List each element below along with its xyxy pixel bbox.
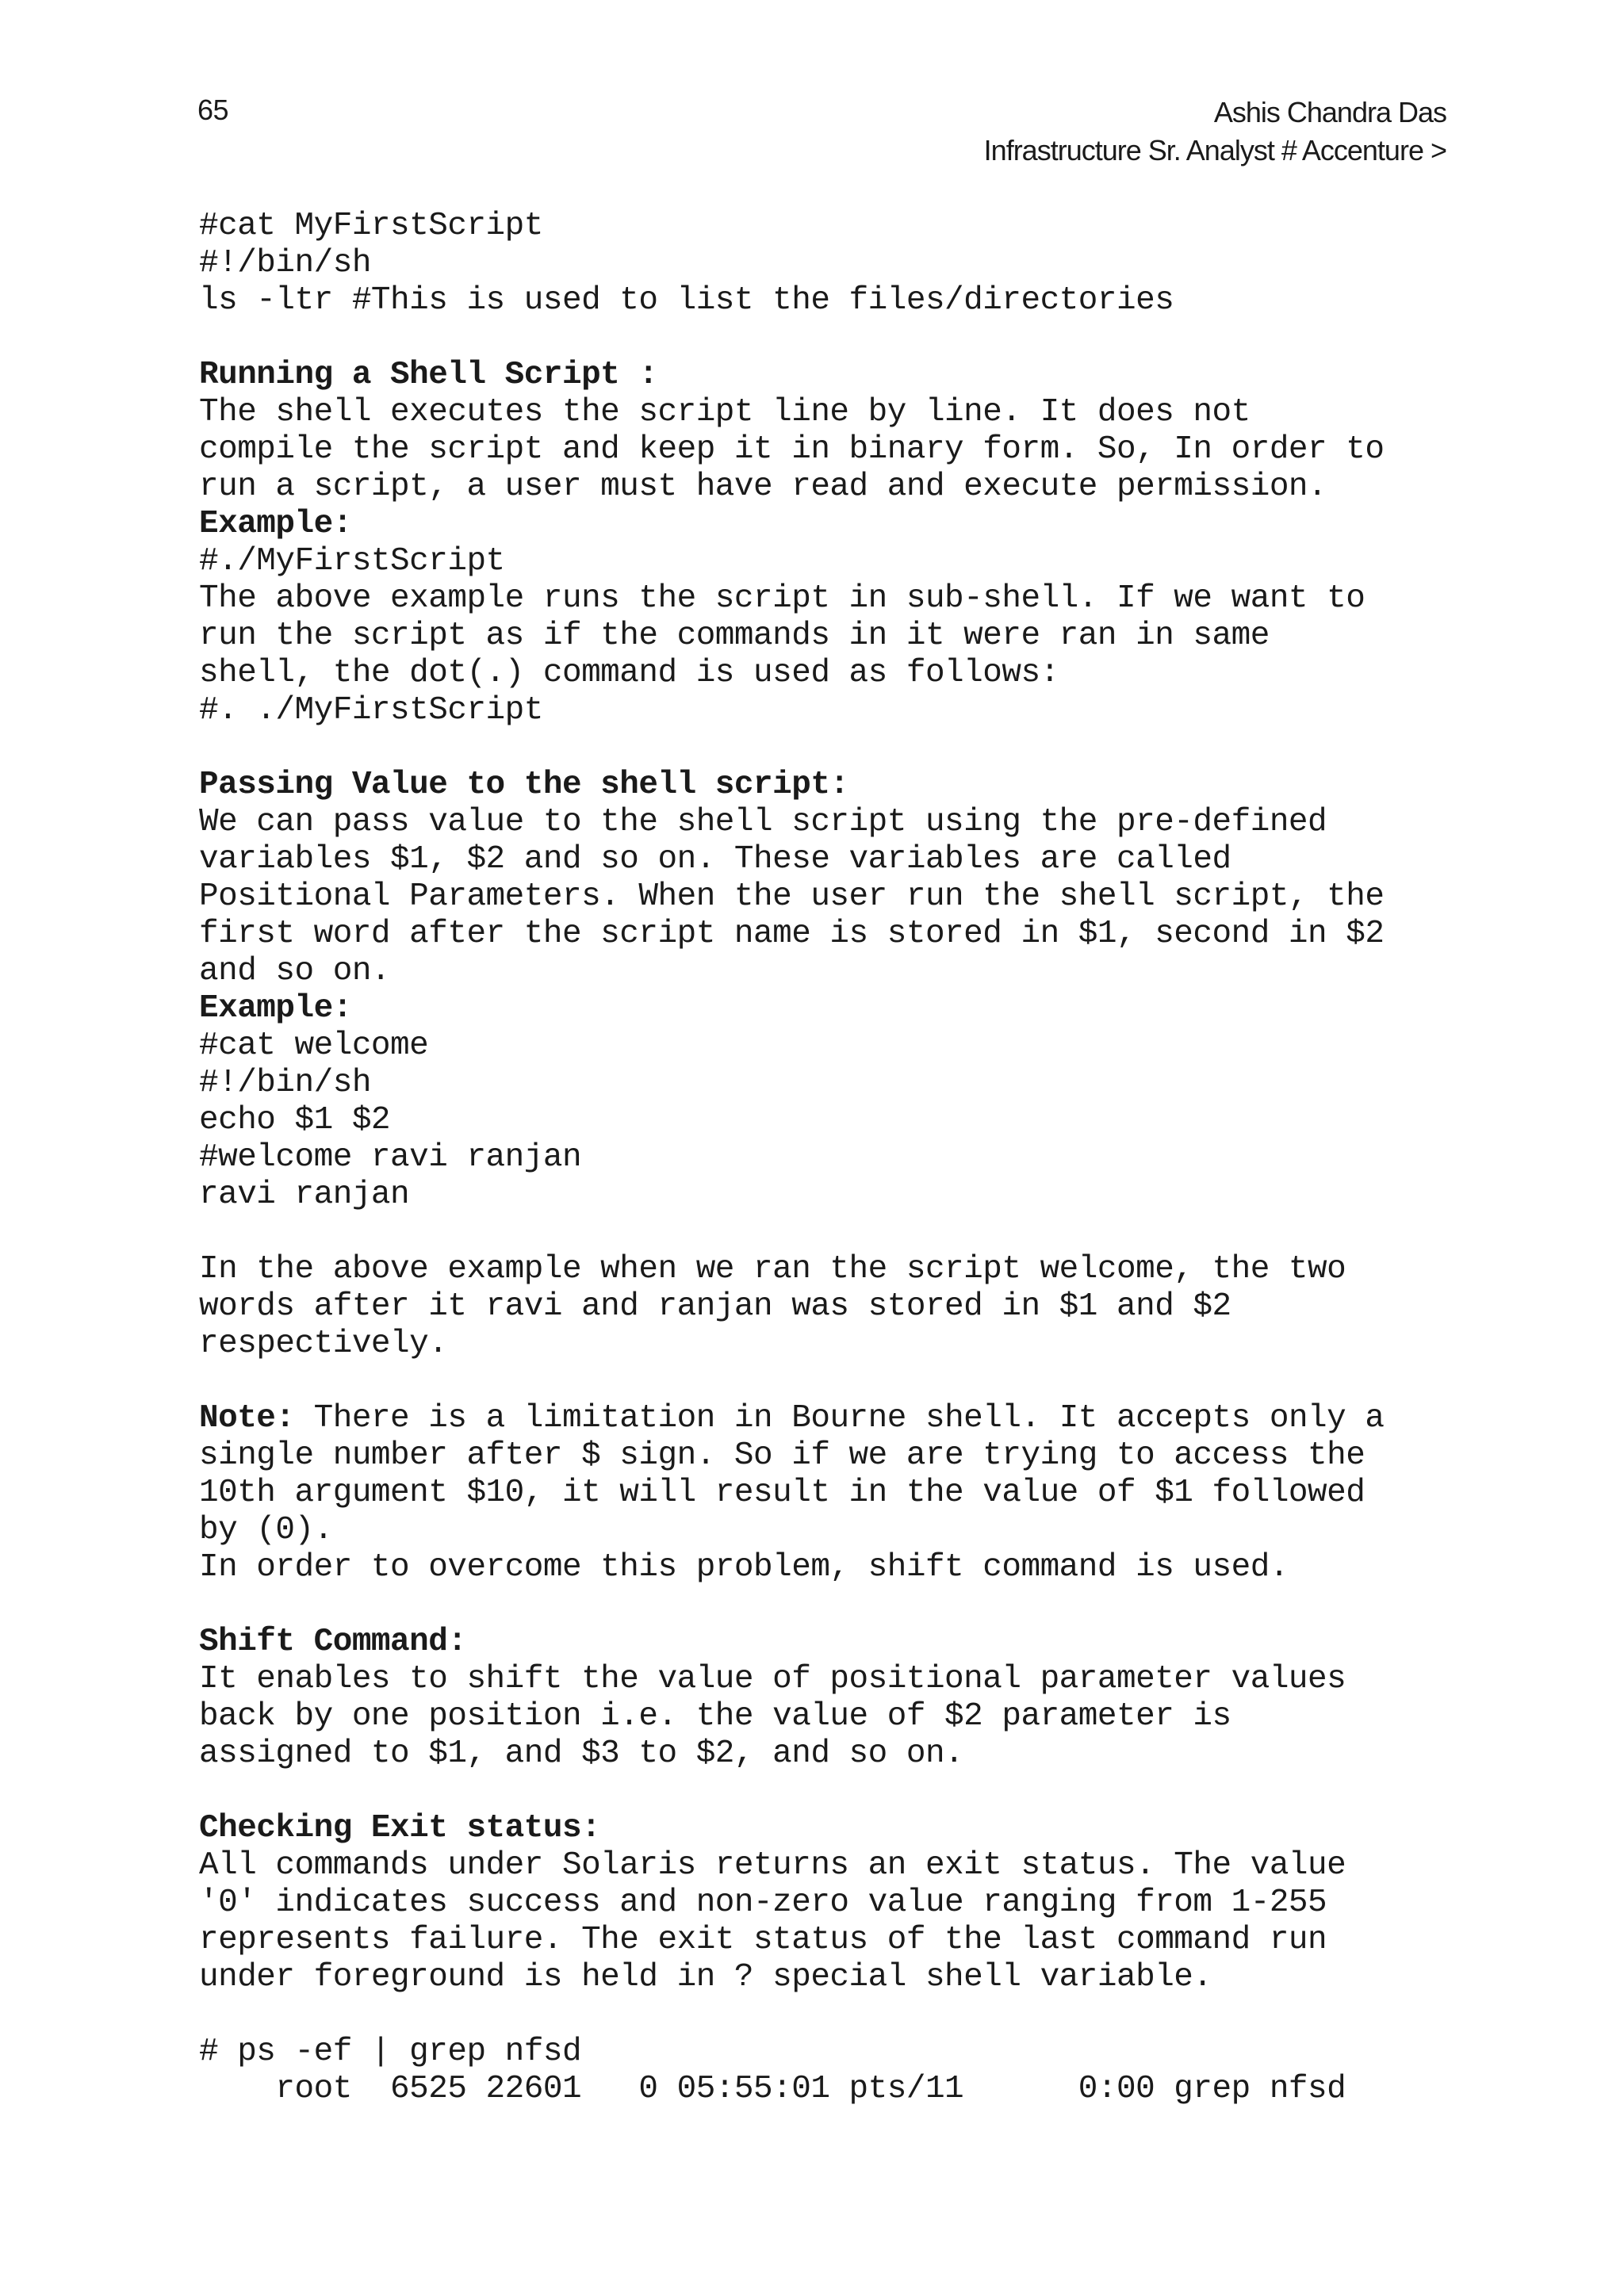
code-line: #welcome ravi ranjan xyxy=(199,1139,582,1176)
paragraph-line: assigned to $1, and $3 to $2, and so on. xyxy=(199,1735,964,1772)
paragraph-line: respectively. xyxy=(199,1326,448,1362)
paragraph-line: It enables to shift the value of positional parameter values xyxy=(199,1661,1346,1697)
example-label: Example: xyxy=(199,990,352,1027)
terminal-output xyxy=(199,2034,1484,2108)
paragraph-line: and so on. xyxy=(199,953,391,989)
paragraph-line: 10th argument $10, it will result in the value of $1 followed xyxy=(199,1475,1365,1511)
code-line: ls -ltr #This is used to list the files/directories xyxy=(199,282,1174,319)
paragraph-line: by (0). xyxy=(199,1512,333,1548)
section-passing-value xyxy=(199,767,1484,1363)
example-label: Example: xyxy=(199,506,352,542)
paragraph-line: words after it ravi and ranjan was stored in $1 and $2 xyxy=(199,1288,1231,1325)
paragraph-line: In order to overcome this problem, shift command is used. xyxy=(199,1549,1289,1586)
section-heading: Shift Command: xyxy=(199,1624,467,1660)
section-running-script xyxy=(199,357,1484,729)
paragraph-line: All commands under Solaris returns an exit status. The value xyxy=(199,1847,1346,1884)
paragraph-line: run the script as if the commands in it were ran in same xyxy=(199,618,1270,654)
code-line: echo $1 $2 xyxy=(199,1102,391,1138)
paragraph-line: represents failure. The exit status of the last command run xyxy=(199,1922,1327,1958)
paragraph-line: back by one position i.e. the value of $2 parameter is xyxy=(199,1698,1231,1735)
page-header xyxy=(984,94,1446,170)
paragraph-line: run a script, a user must have read and execute permission. xyxy=(199,469,1327,505)
paragraph-line: under foreground is held in ? special shell variable. xyxy=(199,1959,1212,1996)
paragraph-line: The above example runs the script in sub-shell. If we want to xyxy=(199,580,1365,617)
paragraph-line: Positional Parameters. When the user run the shell script, the xyxy=(199,878,1385,915)
author-name: Ashis Chandra Das xyxy=(1213,96,1446,128)
code-line: #. ./MyFirstScript xyxy=(199,692,543,729)
paragraph-line: compile the script and keep it in binary form. So, In order to xyxy=(199,431,1385,468)
code-line: ravi ranjan xyxy=(199,1177,410,1213)
code-line: #!/bin/sh xyxy=(199,1065,371,1101)
section-note xyxy=(199,1400,1484,1586)
code-line: #!/bin/sh xyxy=(199,245,371,281)
paragraph-line: first word after the script name is stored in $1, second in $2 xyxy=(199,916,1385,952)
note-text: There is a limitation in Bourne shell. It accepts only a xyxy=(294,1400,1385,1437)
section-heading: Running a Shell Script : xyxy=(199,357,658,393)
code-line: # ps -ef | grep nfsd xyxy=(199,2034,582,2070)
paragraph-line: In the above example when we ran the script welcome, the two xyxy=(199,1251,1346,1288)
section-heading: Checking Exit status: xyxy=(199,1810,601,1846)
paragraph-line: variables $1, $2 and so on. These variables are called xyxy=(199,841,1231,878)
code-line: #cat welcome xyxy=(199,1027,429,1064)
paragraph-line: '0' indicates success and non-zero value ranging from 1-255 xyxy=(199,1885,1327,1921)
note-first-line xyxy=(199,1400,1484,1437)
note-label: Note: xyxy=(199,1400,295,1437)
paragraph-line: We can pass value to the shell script using the pre-defined xyxy=(199,804,1327,840)
section-heading: Passing Value to the shell script: xyxy=(199,767,849,803)
paragraph-line: shell, the dot(.) command is used as follows: xyxy=(199,655,1059,691)
code-line: #cat MyFirstScript xyxy=(199,208,543,244)
document-body xyxy=(199,208,1484,2108)
code-line: root 6525 22601 0 05:55:01 pts/11 0:00 grep nfsd xyxy=(199,2071,1346,2107)
code-line: #./MyFirstScript xyxy=(199,543,505,580)
paragraph-line: single number after $ sign. So if we are trying to access the xyxy=(199,1437,1365,1474)
section-exit-status xyxy=(199,1810,1484,1996)
page-number: 65 xyxy=(197,94,229,126)
section-shift-command xyxy=(199,1624,1484,1773)
author-role: Infrastructure Sr. Analyst # Accenture > xyxy=(983,134,1446,166)
paragraph-line: The shell executes the script line by line. It does not xyxy=(199,394,1251,430)
script-listing xyxy=(199,208,1484,320)
